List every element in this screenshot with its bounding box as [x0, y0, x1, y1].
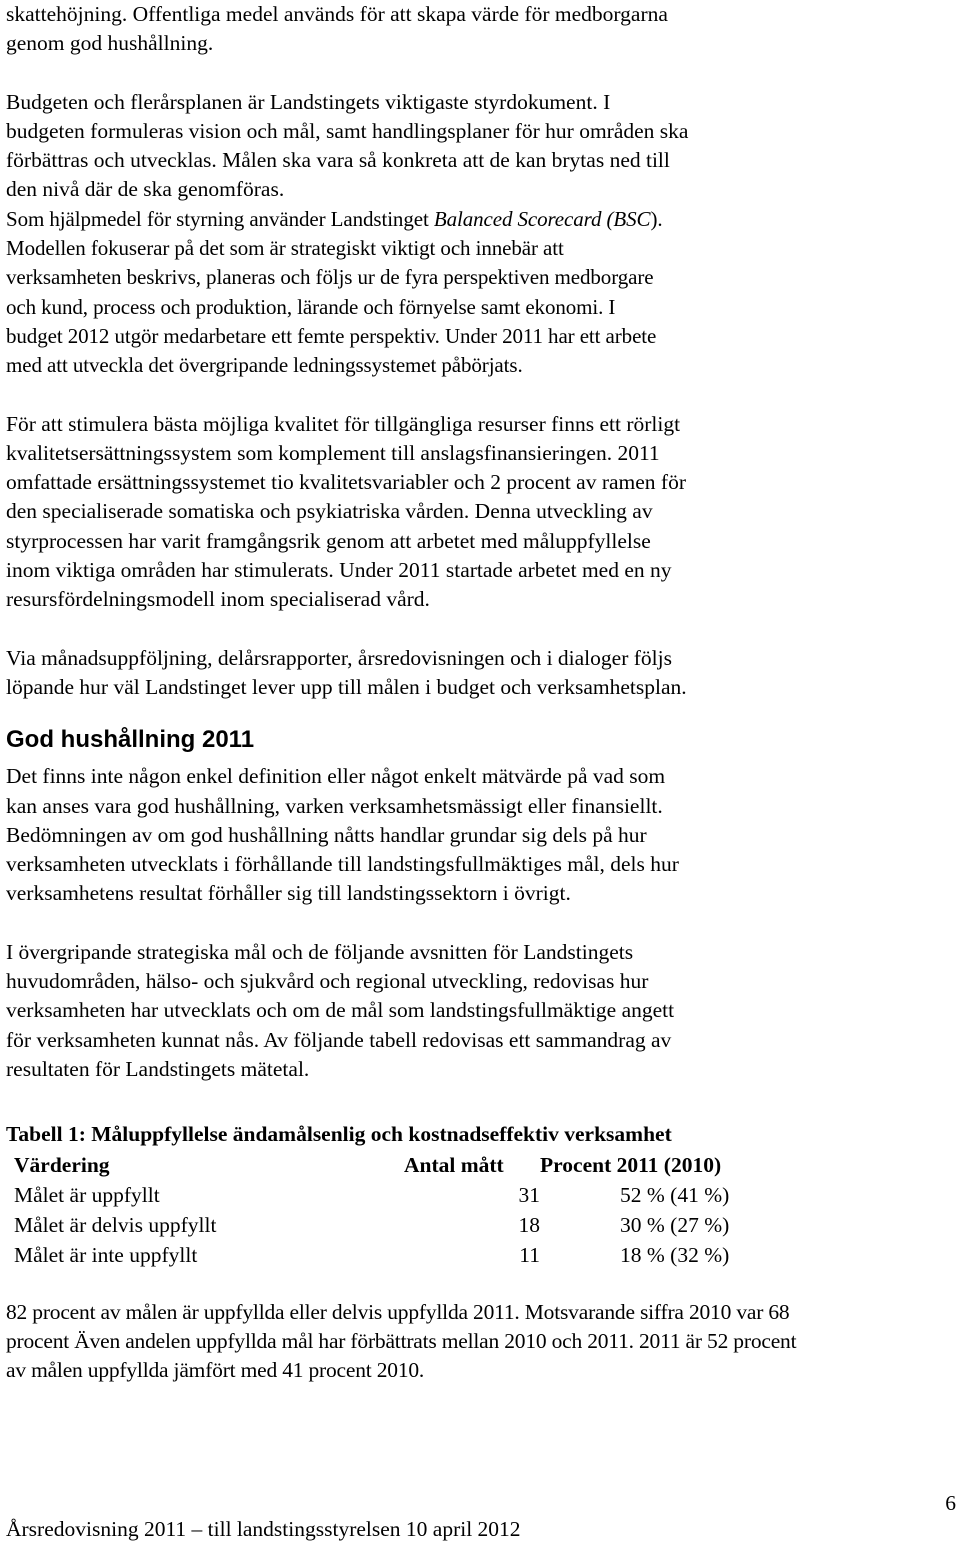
text-line: Via månadsuppföljning, delårsrapporter, årsredovisningen och i dialoger följs [6, 645, 672, 670]
table-cell: 30 % (27 %) [620, 1212, 730, 1237]
text-line: av målen uppfyllda jämfört med 41 procent 2010. [6, 1358, 425, 1383]
text-line: styrprocessen har varit framgångsrik genom att arbetet med måluppfyllelse [6, 528, 651, 553]
table-row [14, 1240, 885, 1270]
table-cell: 52 % (41 %) [620, 1182, 730, 1207]
text-line: verksamhetens resultat förhåller sig till landstingssektorn i övrigt. [6, 881, 571, 906]
table-cell: 11 [519, 1242, 540, 1267]
table-header: Antal mått [404, 1152, 504, 1177]
text-line: Budgeten och flerårsplanen är Landstingets viktigaste styrdokument. I [6, 89, 611, 114]
paragraph-intro [6, 0, 956, 59]
text-line: och kund, process och produktion, lärande och förnyelse samt ekonomi. I [6, 294, 616, 319]
paragraph-summary [6, 1298, 956, 1386]
text-line: verksamheten beskrivs, planeras och följs ur de fyra perspektiven medborgare [6, 265, 654, 290]
table-header: Värdering [14, 1152, 110, 1177]
text-line: verksamheten utvecklats i förhållande till landstingsfullmäktiges mål, dels hur [6, 852, 679, 877]
text-line: den specialiserade somatiska och psykiatriska vården. Denna utveckling av [6, 499, 653, 524]
table-cell: 18 % (32 %) [620, 1242, 730, 1267]
text-line: I övergripande strategiska mål och de följande avsnitten för Landstingets [6, 939, 634, 964]
text-line: löpande hur väl Landstinget lever upp till målen i budget och verksamhetsplan. [6, 674, 687, 699]
text-line: 82 procent av målen är uppfyllda eller delvis uppfyllda 2011. Motsvarande siffra 2010 var 68 [6, 1299, 790, 1324]
paragraph-quality [6, 410, 956, 615]
bsc-term: Balanced Scorecard (BSC [433, 206, 651, 231]
text-line: Det finns inte någon enkel definition eller något enkelt mätvärde på vad som [6, 764, 666, 789]
text-line: resursfördelningsmodell inom specialiserad vård. [6, 587, 430, 612]
text-line: För att stimulera bästa möjliga kvalitet för tillgängliga resurser finns ett rörligt [6, 411, 681, 436]
text-line: huvudområden, hälso- och sjukvård och regional utveckling, redovisas hur [6, 969, 649, 994]
table-cell: 31 [518, 1182, 540, 1207]
text-line: genom god hushållning. [6, 31, 214, 56]
text-line: Bedömningen av om god hushållning nåtts handlar grundar sig dels på hur [6, 822, 647, 847]
table-row [14, 1180, 885, 1210]
paragraph-budget [6, 88, 956, 381]
text-line: Modellen fokuserar på det som är strategiskt viktigt och innebär att [6, 236, 564, 261]
results-table [14, 1150, 885, 1270]
table-cell: Målet är inte uppfyllt [14, 1242, 198, 1267]
text-line: med att utveckla det övergripande ledningssystemet påbörjats. [6, 353, 523, 378]
paragraph-strategic-goals [6, 938, 956, 1084]
document-page [6, 0, 956, 1385]
text-line: den nivå där de ska genomföras. [6, 177, 285, 202]
text-line-bsc: Som hjälpmedel för styrning använder Landstinget Balanced Scorecard (BSC). [6, 206, 663, 231]
paragraph-followup [6, 644, 956, 703]
text-line: inom viktiga områden har stimulerats. Under 2011 startade arbetet med en ny [6, 558, 672, 583]
text-line: för verksamheten kunnat nås. Av följande tabell redovisas ett sammandrag av [6, 1027, 672, 1052]
table-row [14, 1210, 885, 1240]
text-line: budget 2012 utgör medarbetare ett femte perspektiv. Under 2011 har ett arbete [6, 323, 657, 348]
section-heading: God hushållning 2011 [6, 726, 255, 754]
text-line: budgeten formuleras vision och mål, samt handlingsplaner för hur områden ska [6, 118, 689, 143]
text-line: procent Även andelen uppfyllda mål har förbättrats mellan 2010 och 2011. 2011 är 52 procent [6, 1328, 797, 1353]
table-cell: Målet är delvis uppfyllt [14, 1212, 217, 1237]
text-line: förbättras och utvecklas. Målen ska vara så konkreta att de kan brytas ned till [6, 148, 670, 173]
text-line: resultaten för Landstingets mätetal. [6, 1056, 310, 1081]
table-header-row [14, 1150, 885, 1180]
text-line: verksamheten har utvecklats och om de mål som landstingsfullmäktige angett [6, 998, 675, 1023]
table-header: Procent 2011 (2010) [540, 1152, 722, 1177]
table-caption: Tabell 1: Måluppfyllelse ändamålsenlig och kostnadseffektiv verksamhet [6, 1122, 672, 1147]
table-cell: 18 [518, 1212, 540, 1237]
page-footer: Årsredovisning 2011 – till landstingsstyrelsen 10 april 2012 [6, 1517, 521, 1541]
table-cell: Målet är uppfyllt [14, 1182, 160, 1207]
text-line: kvalitetsersättningssystem som komplement till anslagsfinansieringen. 2011 [6, 440, 660, 465]
page-number: 6 [945, 1491, 956, 1515]
text-line: kan anses vara god hushållning, varken verksamhetsmässigt eller finansiellt. [6, 793, 663, 818]
text-line: skattehöjning. Offentliga medel används för att skapa värde för medborgarna [6, 2, 668, 26]
paragraph-definition [6, 762, 956, 908]
text-line: omfattade ersättningssystemet tio kvalitetsvariabler och 2 procent av ramen för [6, 470, 687, 495]
